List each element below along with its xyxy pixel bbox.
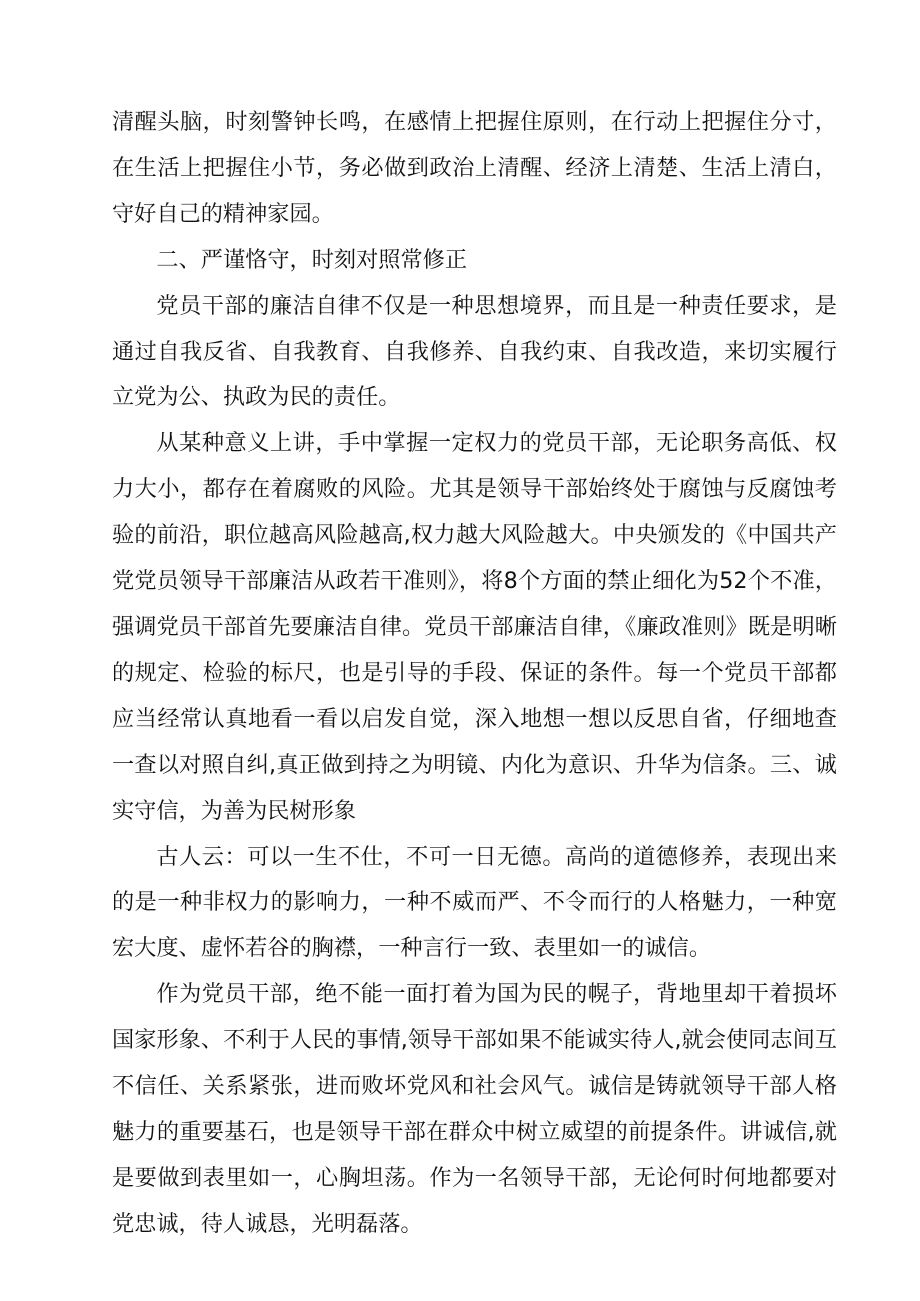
paragraph-continuation: 清醒头脑，时刻警钟长鸣，在感情上把握住原则，在行动上把握住分寸，在生活上把握住小节，务必做到政治上清醒、经济上清楚、生活上清白，守好自己的精神家园。: [112, 109, 837, 227]
document-page: [112, 100, 837, 1248]
section-heading-2: 二、严谨恪守，时刻对照常修正: [156, 246, 468, 273]
paragraph-power-risk: 从某种意义上讲，手中掌握一定权力的党员干部，无论职务高低、权力大小，都存在着腐败的风险。尤其是领导干部始终处于腐蚀与反腐蚀考验的前沿，职位越高风险越高,权力越大风险越大。中央颁发的《中国共产党党员领导干部廉洁从政若干准则》，将8个方面的禁止细化为52个不准，强调党员干部首先要廉洁自律。党员干部廉洁自律，《廉政准则》既是明晰的规定、检验的标尺，也是引导的手段、保证的条件。每一个党员干部都应当经常认真地看一看以启发自觉，深入地想一想以反思自省，仔细地查一查以对照自纠,真正做到持之为明镜、内化为意识、升华为信条。三、诚实守信，为善为民树形象: [112, 430, 837, 824]
paragraph-self-discipline: 党员干部的廉洁自律不仅是一种思想境界，而且是一种责任要求，是通过自我反省、自我教育、自我修养、自我约束、自我改造，来切实履行立党为公、执政为民的责任。: [112, 292, 837, 411]
paragraph-integrity: 作为党员干部，绝不能一面打着为国为民的幌子，背地里却干着损坏国家形象、不利于人民的事情,领导干部如果不能诚实待人,就会使同志间互不信任、关系紧张，进而败坏党风和社会风气。诚信是铸就领导干部人格魅力的重要基石，也是领导干部在群众中树立威望的前提条件。讲诚信,就是要做到表里如一，心胸坦荡。作为一名领导干部，无论何时何地都要对党忠诚，待人诚恳，光明磊落。: [112, 981, 837, 1237]
paragraph-ancient-saying: 古人云：可以一生不仕，不可一日无德。高尚的道德修养，表现出来的是一种非权力的影响力，一种不威而严、不令而行的人格魅力，一种宽宏大度、虚怀若谷的胸襟，一种言行一致、表里如一的诚信。: [112, 843, 837, 962]
